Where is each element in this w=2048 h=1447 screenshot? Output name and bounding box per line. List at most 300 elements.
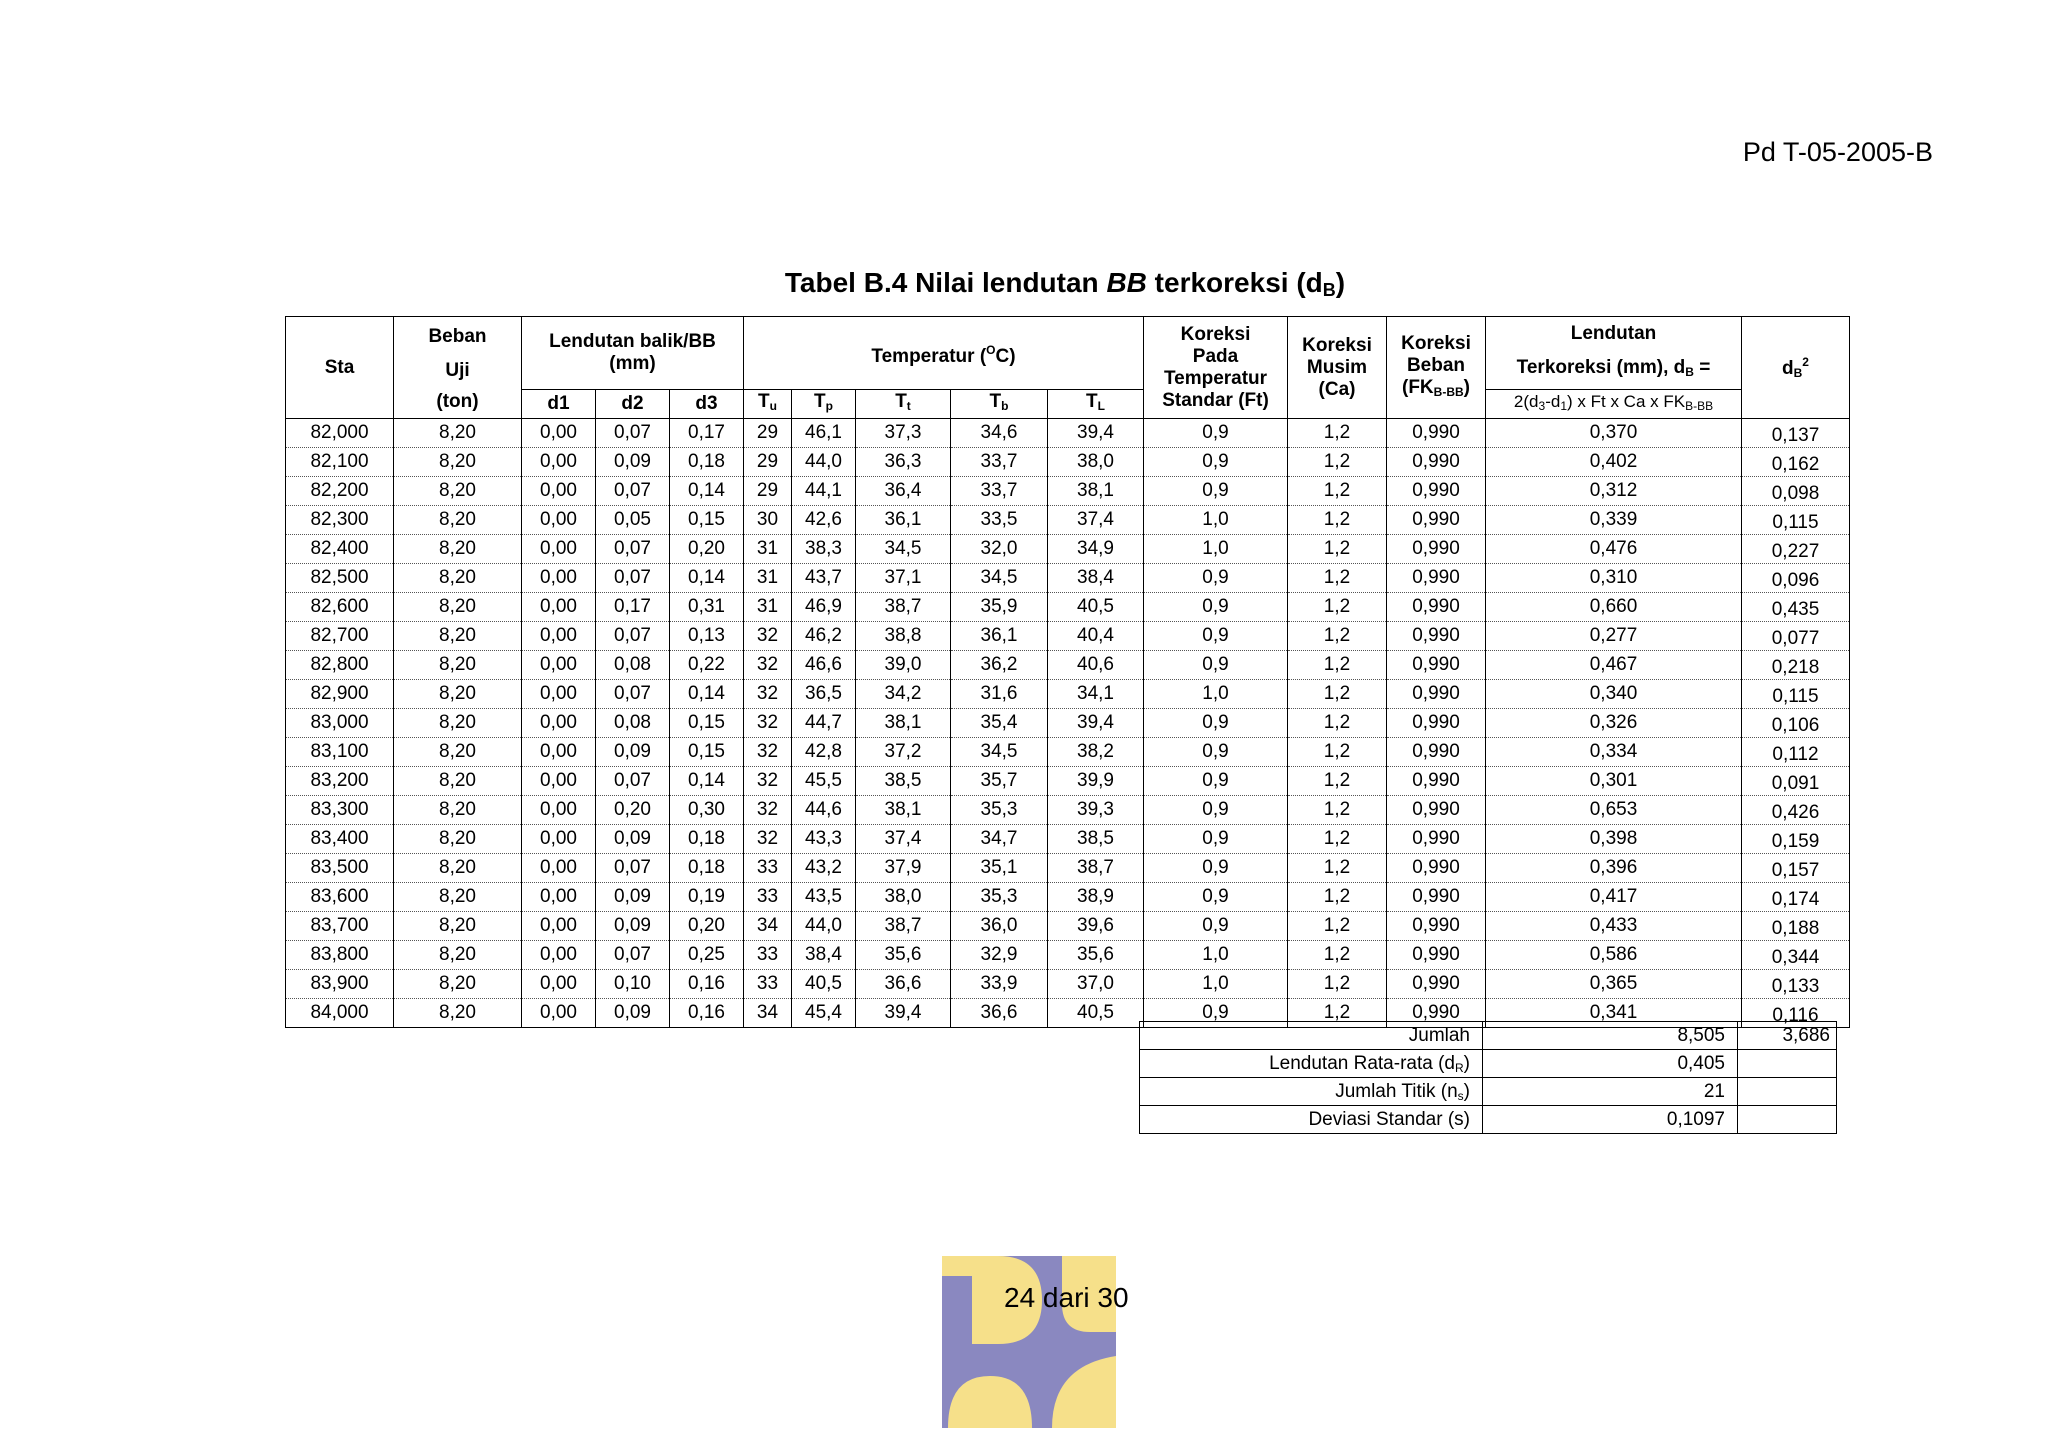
cell-tt: 36,4 <box>856 477 951 506</box>
cell-ca: 1,2 <box>1288 535 1387 564</box>
cell-d1: 0,00 <box>522 709 596 738</box>
header-koreksi-temp-line4: Standar (Ft) <box>1162 389 1269 411</box>
summary-jumlah-titik-empty <box>1738 1078 1837 1106</box>
cell-d3: 0,17 <box>670 419 744 448</box>
cell-db2: 0,112 <box>1742 738 1850 767</box>
cell-tp: 44,0 <box>792 448 856 477</box>
header-tb <box>951 390 1048 419</box>
cell-ca: 1,2 <box>1288 622 1387 651</box>
cell-beban: 8,20 <box>394 622 522 651</box>
cell-db2: 0,115 <box>1742 506 1850 535</box>
summary-jumlah-titik-sub: s <box>1457 1088 1464 1103</box>
cell-tl: 35,6 <box>1048 941 1144 970</box>
cell-db2: 0,435 <box>1742 593 1850 622</box>
cell-db2: 0,159 <box>1742 825 1850 854</box>
cell-tb: 35,3 <box>951 883 1048 912</box>
cell-tl: 40,6 <box>1048 651 1144 680</box>
cell-tl: 39,6 <box>1048 912 1144 941</box>
cell-d1: 0,00 <box>522 564 596 593</box>
cell-tl: 38,9 <box>1048 883 1144 912</box>
header-tu-sub: u <box>769 399 777 413</box>
cell-tu: 33 <box>744 941 792 970</box>
cell-fk: 0,990 <box>1387 651 1486 680</box>
cell-tp: 43,5 <box>792 883 856 912</box>
summary-jumlah-titik-label <box>1140 1078 1483 1106</box>
cell-db2: 0,426 <box>1742 796 1850 825</box>
cell-ft: 0,9 <box>1144 477 1288 506</box>
table-row <box>286 535 1850 564</box>
cell-beban: 8,20 <box>394 564 522 593</box>
cell-d2: 0,09 <box>596 825 670 854</box>
cell-sta: 83,500 <box>286 854 394 883</box>
header-temperatur-end: C) <box>995 345 1016 367</box>
cell-tl: 40,5 <box>1048 593 1144 622</box>
cell-tt: 35,6 <box>856 941 951 970</box>
title-suffix: terkoreksi (d <box>1146 267 1323 298</box>
cell-tp: 42,6 <box>792 506 856 535</box>
cell-tu: 32 <box>744 622 792 651</box>
cell-ca: 1,2 <box>1288 738 1387 767</box>
header-db2 <box>1742 317 1850 419</box>
header-tb-sub: b <box>1001 399 1009 413</box>
cell-d2: 0,07 <box>596 564 670 593</box>
cell-tt: 34,2 <box>856 680 951 709</box>
cell-tb: 32,0 <box>951 535 1048 564</box>
cell-d1: 0,00 <box>522 883 596 912</box>
cell-d1: 0,00 <box>522 738 596 767</box>
header-temperatur-sup: O <box>986 342 996 357</box>
cell-tb: 33,7 <box>951 448 1048 477</box>
cell-ca: 1,2 <box>1288 680 1387 709</box>
header-tp-t: T <box>814 391 826 412</box>
cell-tl: 34,1 <box>1048 680 1144 709</box>
cell-tt: 37,4 <box>856 825 951 854</box>
summary-row-jumlah <box>1140 1022 1837 1050</box>
summary-rata-rata-value: 0,405 <box>1483 1050 1738 1078</box>
cell-fk: 0,990 <box>1387 912 1486 941</box>
cell-d3: 0,18 <box>670 854 744 883</box>
cell-db: 0,660 <box>1486 593 1742 622</box>
cell-tu: 32 <box>744 651 792 680</box>
cell-fk: 0,990 <box>1387 941 1486 970</box>
table-row <box>286 825 1850 854</box>
header-d3: d3 <box>670 390 744 419</box>
cell-sta: 82,300 <box>286 506 394 535</box>
cell-ft: 0,9 <box>1144 593 1288 622</box>
cell-beban: 8,20 <box>394 796 522 825</box>
cell-tl: 39,9 <box>1048 767 1144 796</box>
cell-tu: 29 <box>744 448 792 477</box>
cell-tt: 38,1 <box>856 796 951 825</box>
cell-tt: 37,2 <box>856 738 951 767</box>
header-beban-line3: (ton) <box>436 390 479 412</box>
cell-sta: 84,000 <box>286 999 394 1028</box>
cell-sta: 83,700 <box>286 912 394 941</box>
cell-db2: 0,077 <box>1742 622 1850 651</box>
formula-e: ) x Ft x Ca x FK <box>1567 392 1686 411</box>
table-row <box>286 709 1850 738</box>
cell-tp: 46,6 <box>792 651 856 680</box>
formula-b: 3 <box>1538 399 1546 413</box>
cell-db2: 0,091 <box>1742 767 1850 796</box>
cell-db2: 0,218 <box>1742 651 1850 680</box>
cell-tu: 32 <box>744 709 792 738</box>
cell-tp: 45,4 <box>792 999 856 1028</box>
cell-d3: 0,14 <box>670 767 744 796</box>
cell-tp: 44,6 <box>792 796 856 825</box>
cell-beban: 8,20 <box>394 767 522 796</box>
cell-beban: 8,20 <box>394 419 522 448</box>
table-row <box>286 622 1850 651</box>
cell-tl: 38,1 <box>1048 477 1144 506</box>
cell-db2: 0,115 <box>1742 680 1850 709</box>
cell-d3: 0,14 <box>670 564 744 593</box>
cell-d1: 0,00 <box>522 680 596 709</box>
cell-sta: 82,600 <box>286 593 394 622</box>
cell-tl: 40,5 <box>1048 999 1144 1028</box>
cell-beban: 8,20 <box>394 593 522 622</box>
cell-db: 0,301 <box>1486 767 1742 796</box>
cell-tt: 38,0 <box>856 883 951 912</box>
header-koreksi-musim-line1: Koreksi <box>1302 334 1372 356</box>
cell-d3: 0,16 <box>670 970 744 999</box>
cell-d2: 0,07 <box>596 854 670 883</box>
cell-d3: 0,31 <box>670 593 744 622</box>
header-formula <box>1486 390 1742 419</box>
cell-d2: 0,09 <box>596 912 670 941</box>
header-tu-t: T <box>758 391 770 412</box>
cell-d2: 0,07 <box>596 419 670 448</box>
cell-tp: 46,1 <box>792 419 856 448</box>
cell-db: 0,341 <box>1486 999 1742 1028</box>
cell-fk: 0,990 <box>1387 709 1486 738</box>
cell-fk: 0,990 <box>1387 970 1486 999</box>
cell-ft: 0,9 <box>1144 883 1288 912</box>
cell-d3: 0,15 <box>670 709 744 738</box>
cell-tb: 35,9 <box>951 593 1048 622</box>
cell-tp: 43,7 <box>792 564 856 593</box>
document-code: Pd T-05-2005-B <box>1742 137 1933 167</box>
header-koreksi-beban-line3 <box>1389 377 1483 403</box>
cell-ca: 1,2 <box>1288 825 1387 854</box>
cell-d3: 0,25 <box>670 941 744 970</box>
cell-db2: 0,106 <box>1742 709 1850 738</box>
cell-tu: 31 <box>744 564 792 593</box>
cell-sta: 83,400 <box>286 825 394 854</box>
cell-d2: 0,10 <box>596 970 670 999</box>
summary-jumlah-titik-value: 21 <box>1483 1078 1738 1106</box>
cell-d3: 0,13 <box>670 622 744 651</box>
cell-tt: 38,5 <box>856 767 951 796</box>
cell-d1: 0,00 <box>522 999 596 1028</box>
table-row <box>286 593 1850 622</box>
cell-d1: 0,00 <box>522 448 596 477</box>
cell-fk: 0,990 <box>1387 535 1486 564</box>
cell-ft: 0,9 <box>1144 651 1288 680</box>
table-row <box>286 796 1850 825</box>
cell-fk: 0,990 <box>1387 738 1486 767</box>
cell-fk: 0,990 <box>1387 796 1486 825</box>
cell-sta: 83,100 <box>286 738 394 767</box>
cell-tu: 31 <box>744 535 792 564</box>
cell-sta: 82,700 <box>286 622 394 651</box>
cell-ca: 1,2 <box>1288 593 1387 622</box>
cell-db2: 0,096 <box>1742 564 1850 593</box>
header-tt-t: T <box>895 391 907 412</box>
cell-d1: 0,00 <box>522 941 596 970</box>
cell-fk: 0,990 <box>1387 506 1486 535</box>
cell-tu: 32 <box>744 738 792 767</box>
summary-jumlah-value2: 3,686 <box>1738 1022 1837 1050</box>
header-temperatur-label: Temperatur ( <box>871 345 987 367</box>
cell-tt: 37,3 <box>856 419 951 448</box>
cell-d1: 0,00 <box>522 593 596 622</box>
cell-sta: 82,000 <box>286 419 394 448</box>
cell-fk: 0,990 <box>1387 999 1486 1028</box>
cell-d3: 0,14 <box>670 680 744 709</box>
cell-beban: 8,20 <box>394 709 522 738</box>
cell-beban: 8,20 <box>394 825 522 854</box>
cell-tt: 38,8 <box>856 622 951 651</box>
table-row <box>286 448 1850 477</box>
cell-db: 0,467 <box>1486 651 1742 680</box>
cell-ca: 1,2 <box>1288 419 1387 448</box>
cell-tu: 34 <box>744 912 792 941</box>
cell-db: 0,340 <box>1486 680 1742 709</box>
cell-ca: 1,2 <box>1288 709 1387 738</box>
header-lendutan-terkoreksi <box>1486 317 1742 390</box>
cell-tt: 34,5 <box>856 535 951 564</box>
cell-tu: 33 <box>744 854 792 883</box>
table-row <box>286 738 1850 767</box>
cell-beban: 8,20 <box>394 999 522 1028</box>
cell-ca: 1,2 <box>1288 970 1387 999</box>
header-koreksi-beban-close: ) <box>1463 376 1470 398</box>
title-italic: BB <box>1106 267 1147 298</box>
header-beban-line2: Uji <box>445 359 470 381</box>
header-lendutan-balik-line2: (mm) <box>609 353 656 374</box>
cell-db2: 0,157 <box>1742 854 1850 883</box>
cell-db2: 0,174 <box>1742 883 1850 912</box>
cell-d1: 0,00 <box>522 622 596 651</box>
header-koreksi-beban-line2: Beban <box>1406 354 1466 376</box>
summary-rata-rata-close: ) <box>1463 1052 1470 1074</box>
cell-ca: 1,2 <box>1288 999 1387 1028</box>
cell-tu: 33 <box>744 883 792 912</box>
cell-sta: 82,500 <box>286 564 394 593</box>
table-row <box>286 912 1850 941</box>
summary-jumlah-label: Jumlah <box>1140 1022 1483 1050</box>
cell-tu: 32 <box>744 796 792 825</box>
cell-beban: 8,20 <box>394 854 522 883</box>
summary-row-deviasi <box>1140 1106 1837 1134</box>
cell-d2: 0,17 <box>596 593 670 622</box>
title-subscript: B <box>1322 280 1336 300</box>
cell-sta: 83,200 <box>286 767 394 796</box>
table-row <box>286 941 1850 970</box>
cell-fk: 0,990 <box>1387 680 1486 709</box>
cell-fk: 0,990 <box>1387 883 1486 912</box>
header-d1: d1 <box>522 390 596 419</box>
cell-db2: 0,137 <box>1742 419 1850 448</box>
header-tl <box>1048 390 1144 419</box>
header-tl-sub: L <box>1097 399 1105 413</box>
cell-tb: 36,2 <box>951 651 1048 680</box>
cell-tu: 30 <box>744 506 792 535</box>
header-tt-sub: t <box>906 399 911 413</box>
cell-ft: 1,0 <box>1144 680 1288 709</box>
cell-tu: 33 <box>744 970 792 999</box>
summary-deviasi-value: 0,1097 <box>1483 1106 1738 1134</box>
cell-d3: 0,22 <box>670 651 744 680</box>
cell-beban: 8,20 <box>394 941 522 970</box>
cell-db2: 0,098 <box>1742 477 1850 506</box>
cell-tl: 40,4 <box>1048 622 1144 651</box>
cell-tt: 39,0 <box>856 651 951 680</box>
cell-tb: 34,6 <box>951 419 1048 448</box>
cell-tb: 32,9 <box>951 941 1048 970</box>
summary-deviasi-empty <box>1738 1106 1837 1134</box>
cell-tu: 32 <box>744 825 792 854</box>
header-db2-sub: B <box>1793 366 1803 380</box>
cell-tb: 34,7 <box>951 825 1048 854</box>
cell-tb: 33,5 <box>951 506 1048 535</box>
cell-ft: 0,9 <box>1144 825 1288 854</box>
cell-tp: 44,0 <box>792 912 856 941</box>
header-koreksi-musim-line2: Musim <box>1306 356 1368 378</box>
header-koreksi-beban-sub: B-BB <box>1433 384 1464 399</box>
title-close: ) <box>1335 267 1346 298</box>
header-sta: Sta <box>286 317 394 419</box>
cell-ft: 1,0 <box>1144 506 1288 535</box>
cell-sta: 83,600 <box>286 883 394 912</box>
header-koreksi-temp-line1: Koreksi <box>1180 323 1251 345</box>
cell-tl: 39,3 <box>1048 796 1144 825</box>
cell-ca: 1,2 <box>1288 883 1387 912</box>
cell-beban: 8,20 <box>394 883 522 912</box>
header-temperatur <box>744 317 1144 390</box>
table-row <box>286 883 1850 912</box>
cell-db2: 0,344 <box>1742 941 1850 970</box>
cell-d2: 0,07 <box>596 941 670 970</box>
cell-tb: 35,4 <box>951 709 1048 738</box>
formula-c: -d <box>1545 392 1561 411</box>
summary-table <box>1139 1021 1837 1134</box>
cell-tb: 35,7 <box>951 767 1048 796</box>
cell-db: 0,339 <box>1486 506 1742 535</box>
cell-db: 0,312 <box>1486 477 1742 506</box>
cell-db: 0,398 <box>1486 825 1742 854</box>
cell-tu: 31 <box>744 593 792 622</box>
header-db2-sup: 2 <box>1802 355 1809 369</box>
cell-d2: 0,05 <box>596 506 670 535</box>
cell-d1: 0,00 <box>522 825 596 854</box>
header-lendutan-balik-line1: Lendutan balik/BB <box>549 331 716 352</box>
cell-d1: 0,00 <box>522 796 596 825</box>
header-koreksi-temperatur <box>1144 317 1288 419</box>
cell-sta: 82,400 <box>286 535 394 564</box>
table-row <box>286 477 1850 506</box>
cell-ca: 1,2 <box>1288 767 1387 796</box>
summary-jumlah-value: 8,505 <box>1483 1022 1738 1050</box>
cell-d1: 0,00 <box>522 970 596 999</box>
summary-rata-rata-sub: R <box>1455 1060 1464 1075</box>
cell-ft: 0,9 <box>1144 419 1288 448</box>
cell-d2: 0,09 <box>596 883 670 912</box>
cell-db2: 0,116 <box>1742 999 1850 1028</box>
cell-tt: 38,7 <box>856 912 951 941</box>
formula-a: 2(d <box>1513 392 1539 411</box>
cell-tb: 36,1 <box>951 622 1048 651</box>
cell-tl: 37,0 <box>1048 970 1144 999</box>
cell-tp: 44,1 <box>792 477 856 506</box>
cell-tu: 29 <box>744 477 792 506</box>
cell-db: 0,277 <box>1486 622 1742 651</box>
cell-tu: 32 <box>744 680 792 709</box>
cell-tl: 38,0 <box>1048 448 1144 477</box>
cell-beban: 8,20 <box>394 912 522 941</box>
cell-d3: 0,16 <box>670 999 744 1028</box>
header-d2: d2 <box>596 390 670 419</box>
header-tu <box>744 390 792 419</box>
cell-db: 0,310 <box>1486 564 1742 593</box>
cell-d1: 0,00 <box>522 767 596 796</box>
table-row <box>286 854 1850 883</box>
cell-fk: 0,990 <box>1387 593 1486 622</box>
cell-sta: 82,800 <box>286 651 394 680</box>
cell-sta: 83,800 <box>286 941 394 970</box>
cell-fk: 0,990 <box>1387 448 1486 477</box>
cell-db2: 0,188 <box>1742 912 1850 941</box>
cell-tp: 40,5 <box>792 970 856 999</box>
cell-ft: 0,9 <box>1144 622 1288 651</box>
cell-sta: 82,200 <box>286 477 394 506</box>
cell-tl: 39,4 <box>1048 709 1144 738</box>
summary-deviasi-label: Deviasi Standar (s) <box>1140 1106 1483 1134</box>
cell-tl: 38,7 <box>1048 854 1144 883</box>
cell-ca: 1,2 <box>1288 912 1387 941</box>
cell-tp: 36,5 <box>792 680 856 709</box>
header-beban <box>394 317 522 419</box>
cell-tb: 36,6 <box>951 999 1048 1028</box>
cell-tt: 39,4 <box>856 999 951 1028</box>
cell-sta: 82,900 <box>286 680 394 709</box>
cell-tt: 36,6 <box>856 970 951 999</box>
cell-tt: 38,1 <box>856 709 951 738</box>
cell-tb: 33,7 <box>951 477 1048 506</box>
cell-db: 0,402 <box>1486 448 1742 477</box>
cell-beban: 8,20 <box>394 506 522 535</box>
cell-db: 0,433 <box>1486 912 1742 941</box>
table-row <box>286 506 1850 535</box>
cell-d1: 0,00 <box>522 477 596 506</box>
cell-tb: 34,5 <box>951 738 1048 767</box>
cell-tl: 38,5 <box>1048 825 1144 854</box>
cell-d1: 0,00 <box>522 535 596 564</box>
cell-ca: 1,2 <box>1288 796 1387 825</box>
title-prefix: Tabel B.4 Nilai lendutan <box>784 267 1107 298</box>
cell-tb: 33,9 <box>951 970 1048 999</box>
table-body <box>286 419 1850 1028</box>
table-row <box>286 651 1850 680</box>
header-koreksi-musim-line3: (Ca) <box>1318 378 1356 400</box>
cell-db2: 0,133 <box>1742 970 1850 999</box>
cell-ft: 0,9 <box>1144 767 1288 796</box>
cell-tl: 39,4 <box>1048 419 1144 448</box>
cell-ca: 1,2 <box>1288 854 1387 883</box>
cell-db: 0,334 <box>1486 738 1742 767</box>
header-tp-sub: p <box>825 399 833 413</box>
